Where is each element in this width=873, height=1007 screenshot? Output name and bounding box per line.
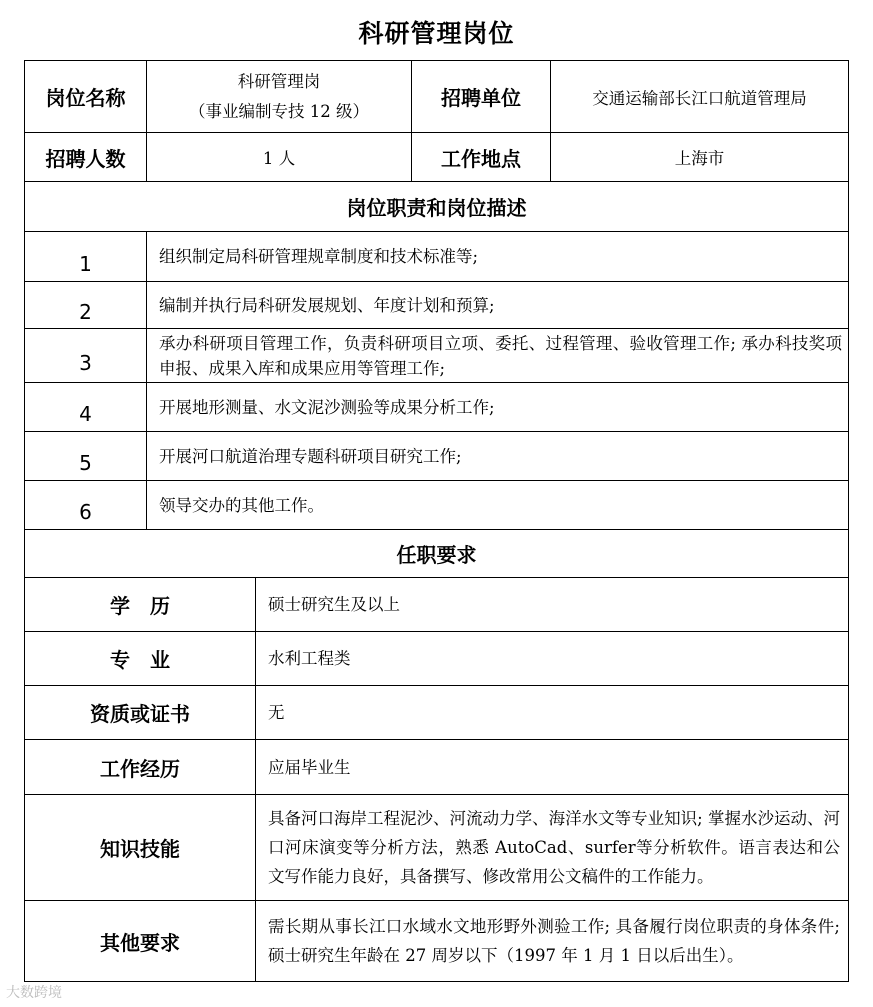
req-value-major: 水利工程类 [255,631,849,686]
req-label-major: 专 业 [24,631,256,686]
req-label-experience: 工作经历 [24,739,256,795]
req-label-other: 其他要求 [24,900,256,982]
duty-text: 领导交办的其他工作。 [146,480,849,530]
count-value: 1 人 [146,132,412,182]
location-value: 上海市 [550,132,849,182]
req-value-certificate: 无 [255,685,849,740]
duty-text: 开展河口航道治理专题科研项目研究工作; [146,431,849,481]
duty-number: 1 [24,231,147,282]
req-value-education: 硕士研究生及以上 [255,577,849,632]
duty-text: 承办科研项目管理工作，负责科研项目立项、委托、过程管理、验收管理工作; 承办科技奖项申报、成果入库和成果应用等管理工作; [146,328,849,383]
requirements-section-title: 任职要求 [24,529,849,578]
req-label-certificate: 资质或证书 [24,685,256,740]
req-label-skills: 知识技能 [24,794,256,901]
duties-section-title: 岗位职责和岗位描述 [24,181,849,232]
position-name-line2: （事业编制专技 12 级） [189,101,369,121]
watermark: 大数跨境 [6,985,62,1001]
req-label-education: 学 历 [24,577,256,632]
position-name-label: 岗位名称 [24,60,147,133]
duty-text: 开展地形测量、水文泥沙测验等成果分析工作; [146,382,849,432]
count-label: 招聘人数 [24,132,147,182]
duty-number: 4 [24,382,147,432]
req-value-skills: 具备河口海岸工程泥沙、河流动力学、海洋水文等专业知识; 掌握水沙运动、河口河床演变等分析方法，熟悉 AutoCad、surfer等分析软件。语言表达和公文写作能力良好，具备撰写、修改常用公文稿件的工作能力。 [255,794,849,901]
duty-number: 6 [24,480,147,530]
duty-number: 2 [24,281,147,329]
req-value-experience: 应届毕业生 [255,739,849,795]
duty-text: 编制并执行局科研发展规划、年度计划和预算; [146,281,849,329]
unit-label: 招聘单位 [411,60,551,133]
location-label: 工作地点 [411,132,551,182]
unit-value: 交通运输部长江口航道管理局 [550,60,849,133]
duty-number: 3 [24,328,147,383]
position-name-line1: 科研管理岗 [237,71,321,91]
duty-number: 5 [24,431,147,481]
position-name-value [146,60,412,133]
page-title: 科研管理岗位 [358,19,515,48]
duty-text: 组织制定局科研管理规章制度和技术标准等; [146,231,849,282]
req-value-other: 需长期从事长江口水域水文地形野外测验工作; 具备履行岗位职责的身体条件; 硕士研究生年龄在 27 周岁以下（1997 年 1 月 1 日以后出生）。 [255,900,849,982]
